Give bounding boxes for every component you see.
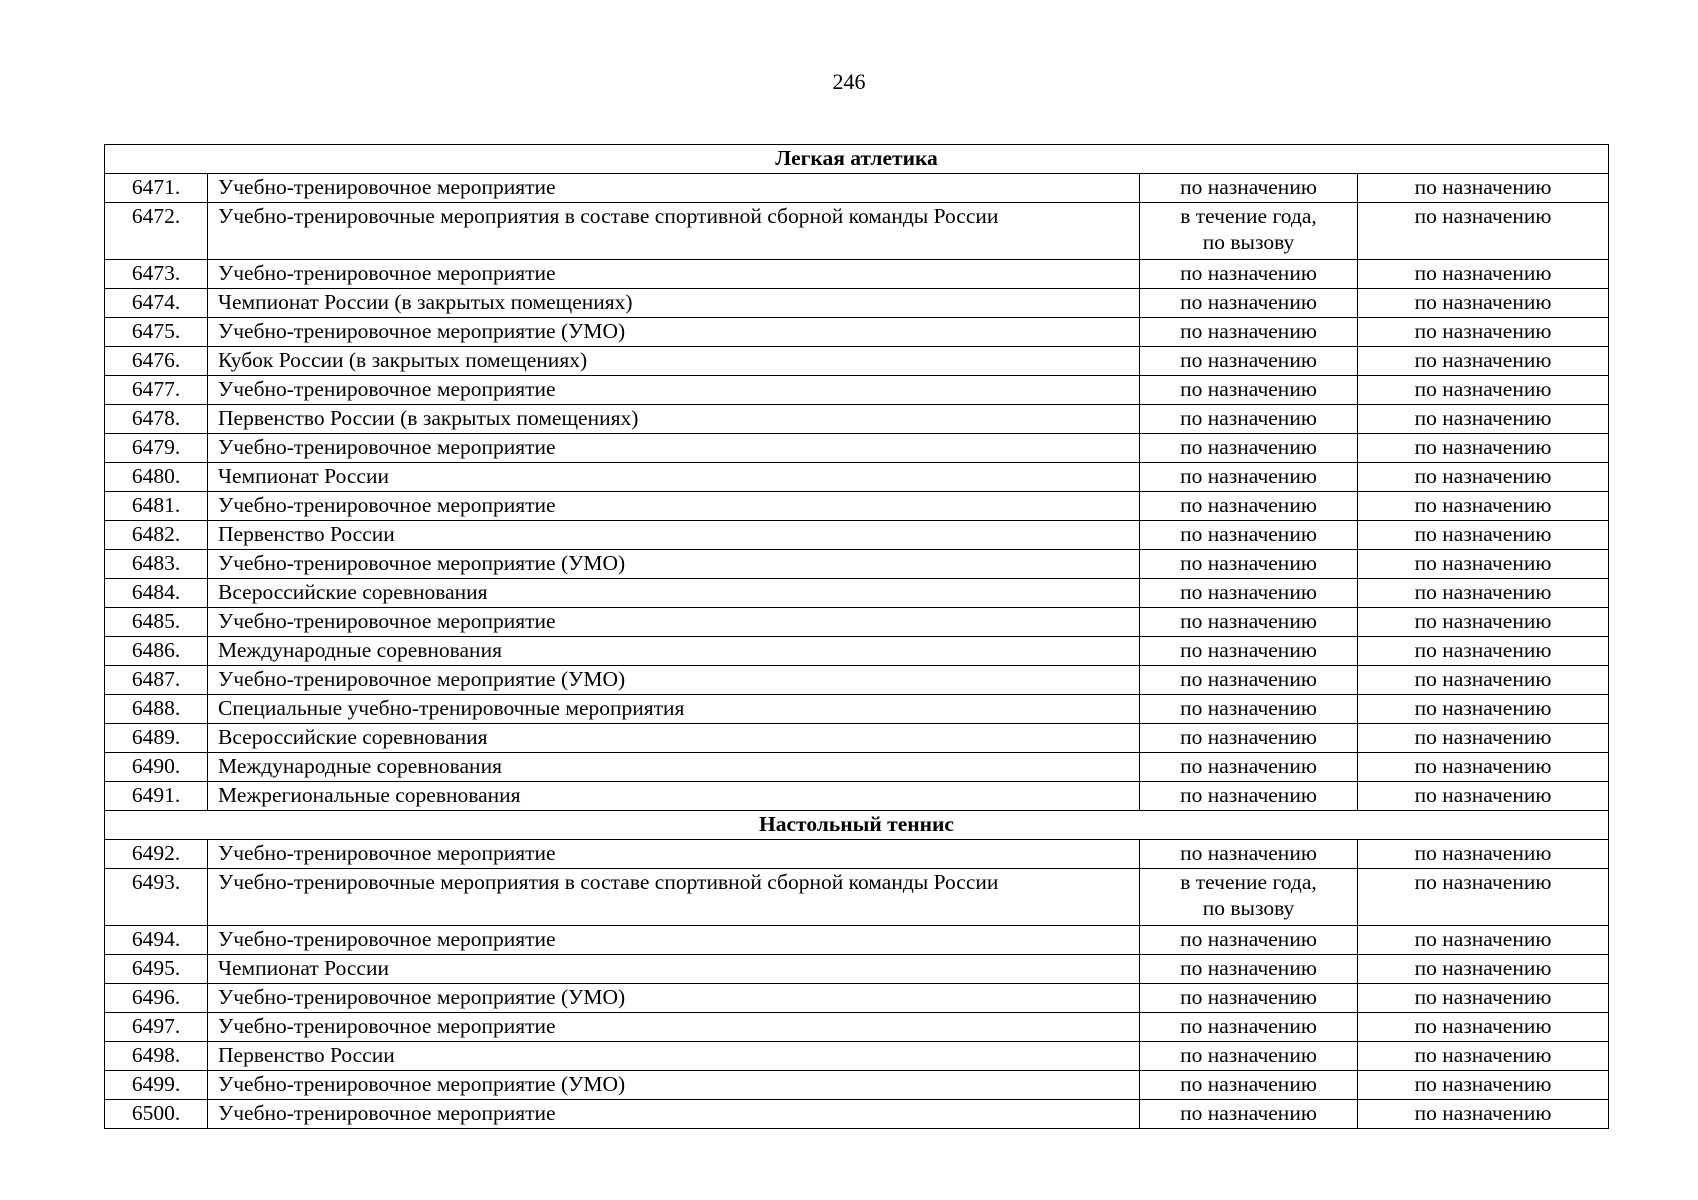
event-name: Всероссийские соревнования [208, 579, 1140, 608]
event-date [1140, 869, 1358, 926]
event-name: Межрегиональные соревнования [208, 782, 1140, 811]
event-place: по назначению [1358, 289, 1609, 318]
event-number: 6485. [105, 608, 208, 637]
event-place: по назначению [1358, 347, 1609, 376]
event-date-line: по назначению [1180, 985, 1317, 1009]
table-row [105, 695, 1609, 724]
event-name: Учебно-тренировочное мероприятие [208, 376, 1140, 405]
event-name: Учебно-тренировочное мероприятие (УМО) [208, 318, 1140, 347]
event-date [1140, 318, 1358, 347]
event-name: Учебно-тренировочное мероприятие [208, 608, 1140, 637]
event-number: 6473. [105, 260, 208, 289]
event-date-line: по назначению [1180, 522, 1317, 546]
event-date-line: по назначению [1180, 696, 1317, 720]
event-date-line: по назначению [1180, 435, 1317, 459]
event-date-line: по назначению [1180, 493, 1317, 517]
event-place: по назначению [1358, 260, 1609, 289]
event-date [1140, 984, 1358, 1013]
event-date-line: по назначению [1180, 754, 1317, 778]
event-number: 6498. [105, 1042, 208, 1071]
event-date [1140, 174, 1358, 203]
event-name: Специальные учебно-тренировочные мероприятия [208, 695, 1140, 724]
event-name: Учебно-тренировочное мероприятие [208, 926, 1140, 955]
event-number: 6500. [105, 1100, 208, 1129]
event-name: Первенство России [208, 1042, 1140, 1071]
event-place: по назначению [1358, 550, 1609, 579]
event-date [1140, 347, 1358, 376]
event-date [1140, 608, 1358, 637]
event-date-line: по назначению [1180, 580, 1317, 604]
event-name: Международные соревнования [208, 753, 1140, 782]
table-row [105, 579, 1609, 608]
table-row [105, 608, 1609, 637]
event-name: Учебно-тренировочное мероприятие (УМО) [208, 550, 1140, 579]
event-place: по назначению [1358, 666, 1609, 695]
event-place: по назначению [1358, 318, 1609, 347]
event-date [1140, 1071, 1358, 1100]
event-place: по назначению [1358, 637, 1609, 666]
event-number: 6476. [105, 347, 208, 376]
event-date-line: в течение года, [1180, 204, 1317, 228]
event-date-line: по назначению [1180, 464, 1317, 488]
event-number: 6487. [105, 666, 208, 695]
event-date-line: по назначению [1180, 348, 1317, 372]
table-row [105, 203, 1609, 260]
event-number: 6481. [105, 492, 208, 521]
event-date-line: по назначению [1180, 1043, 1317, 1067]
section-title: Настольный теннис [105, 811, 1609, 840]
event-name: Чемпионат России [208, 955, 1140, 984]
table-row [105, 434, 1609, 463]
event-date-line: по назначению [1180, 783, 1317, 807]
event-date [1140, 782, 1358, 811]
event-date [1140, 955, 1358, 984]
event-date-line: по назначению [1180, 406, 1317, 430]
event-number: 6480. [105, 463, 208, 492]
event-name: Всероссийские соревнования [208, 724, 1140, 753]
event-number: 6477. [105, 376, 208, 405]
event-place: по назначению [1358, 782, 1609, 811]
event-number: 6491. [105, 782, 208, 811]
event-name: Учебно-тренировочное мероприятие [208, 1013, 1140, 1042]
table-row [105, 955, 1609, 984]
event-date-line: в течение года, [1180, 870, 1317, 894]
event-name: Учебно-тренировочные мероприятия в составе спортивной сборной команды России [208, 869, 1140, 926]
table-row [105, 840, 1609, 869]
event-place: по назначению [1358, 1013, 1609, 1042]
event-number: 6471. [105, 174, 208, 203]
event-date-line: по назначению [1180, 377, 1317, 401]
event-number: 6494. [105, 926, 208, 955]
event-place: по назначению [1358, 724, 1609, 753]
event-place: по назначению [1358, 1071, 1609, 1100]
event-place: по назначению [1358, 608, 1609, 637]
event-place: по назначению [1358, 869, 1609, 926]
event-date-line: по назначению [1180, 725, 1317, 749]
table-row [105, 260, 1609, 289]
table-row [105, 1042, 1609, 1071]
event-date [1140, 463, 1358, 492]
event-place: по назначению [1358, 753, 1609, 782]
event-name: Учебно-тренировочное мероприятие (УМО) [208, 666, 1140, 695]
event-number: 6479. [105, 434, 208, 463]
event-date-line: по назначению [1180, 261, 1317, 285]
events-table-body [105, 145, 1609, 1129]
event-number: 6496. [105, 984, 208, 1013]
event-place: по назначению [1358, 1100, 1609, 1129]
event-number: 6488. [105, 695, 208, 724]
table-row [105, 405, 1609, 434]
event-number: 6478. [105, 405, 208, 434]
event-name: Учебно-тренировочное мероприятие [208, 1100, 1140, 1129]
event-number: 6493. [105, 869, 208, 926]
event-date [1140, 753, 1358, 782]
table-row [105, 521, 1609, 550]
event-date-line: по назначению [1180, 1072, 1317, 1096]
table-row [105, 492, 1609, 521]
table-row [105, 463, 1609, 492]
event-place: по назначению [1358, 463, 1609, 492]
event-name: Учебно-тренировочное мероприятие [208, 840, 1140, 869]
table-row [105, 637, 1609, 666]
event-place: по назначению [1358, 1042, 1609, 1071]
event-number: 6489. [105, 724, 208, 753]
event-date [1140, 492, 1358, 521]
event-date [1140, 1100, 1358, 1129]
table-row [105, 1071, 1609, 1100]
event-place: по назначению [1358, 521, 1609, 550]
event-number: 6484. [105, 579, 208, 608]
table-row [105, 782, 1609, 811]
table-row [105, 347, 1609, 376]
event-number: 6492. [105, 840, 208, 869]
event-name: Кубок России (в закрытых помещениях) [208, 347, 1140, 376]
event-date-line: по назначению [1180, 956, 1317, 980]
table-row [105, 926, 1609, 955]
event-date [1140, 579, 1358, 608]
event-date-line: по назначению [1180, 667, 1317, 691]
event-date [1140, 1013, 1358, 1042]
event-date [1140, 376, 1358, 405]
event-date [1140, 434, 1358, 463]
table-row [105, 724, 1609, 753]
event-number: 6482. [105, 521, 208, 550]
event-date [1140, 405, 1358, 434]
event-date-line: по назначению [1180, 841, 1317, 865]
event-number: 6499. [105, 1071, 208, 1100]
event-name: Международные соревнования [208, 637, 1140, 666]
event-name: Учебно-тренировочные мероприятия в составе спортивной сборной команды России [208, 203, 1140, 260]
event-number: 6497. [105, 1013, 208, 1042]
event-name: Учебно-тренировочное мероприятие (УМО) [208, 984, 1140, 1013]
table-row [105, 1100, 1609, 1129]
table-row [105, 550, 1609, 579]
event-number: 6495. [105, 955, 208, 984]
event-number: 6486. [105, 637, 208, 666]
event-name: Учебно-тренировочное мероприятие [208, 434, 1140, 463]
table-row [105, 666, 1609, 695]
event-number: 6472. [105, 203, 208, 260]
table-row [105, 869, 1609, 926]
event-date-line: по назначению [1180, 551, 1317, 575]
event-date [1140, 926, 1358, 955]
table-row [105, 289, 1609, 318]
event-date [1140, 724, 1358, 753]
event-name: Чемпионат России [208, 463, 1140, 492]
event-date-line: по назначению [1180, 175, 1317, 199]
event-place: по назначению [1358, 376, 1609, 405]
event-place: по назначению [1358, 405, 1609, 434]
event-date [1140, 637, 1358, 666]
page-number: 246 [832, 69, 866, 94]
section-header-row [105, 145, 1609, 174]
event-place: по назначению [1358, 840, 1609, 869]
event-name: Чемпионат России (в закрытых помещениях) [208, 289, 1140, 318]
event-name: Учебно-тренировочное мероприятие [208, 260, 1140, 289]
event-place: по назначению [1358, 492, 1609, 521]
events-table [104, 144, 1609, 1129]
event-date-line: по вызову [1202, 230, 1295, 254]
event-date-line: по вызову [1202, 896, 1295, 920]
event-date-line: по назначению [1180, 638, 1317, 662]
table-row [105, 376, 1609, 405]
table-row [105, 753, 1609, 782]
event-number: 6475. [105, 318, 208, 347]
event-name: Первенство России [208, 521, 1140, 550]
section-header-row [105, 811, 1609, 840]
event-date [1140, 550, 1358, 579]
event-date-line: по назначению [1180, 1101, 1317, 1125]
event-date [1140, 203, 1358, 260]
event-date-line: по назначению [1180, 290, 1317, 314]
event-place: по назначению [1358, 955, 1609, 984]
event-date [1140, 666, 1358, 695]
table-row [105, 318, 1609, 347]
table-row [105, 1013, 1609, 1042]
event-name: Первенство России (в закрытых помещениях) [208, 405, 1140, 434]
event-place: по назначению [1358, 695, 1609, 724]
table-row [105, 984, 1609, 1013]
event-place: по назначению [1358, 434, 1609, 463]
event-date-line: по назначению [1180, 319, 1317, 343]
event-number: 6483. [105, 550, 208, 579]
event-name: Учебно-тренировочное мероприятие (УМО) [208, 1071, 1140, 1100]
event-date [1140, 695, 1358, 724]
event-date-line: по назначению [1180, 927, 1317, 951]
event-name: Учебно-тренировочное мероприятие [208, 492, 1140, 521]
event-date-line: по назначению [1180, 609, 1317, 633]
event-date-line: по назначению [1180, 1014, 1317, 1038]
event-number: 6490. [105, 753, 208, 782]
event-place: по назначению [1358, 984, 1609, 1013]
event-date [1140, 260, 1358, 289]
event-place: по назначению [1358, 203, 1609, 260]
event-date [1140, 521, 1358, 550]
event-name: Учебно-тренировочное мероприятие [208, 174, 1140, 203]
event-date [1140, 1042, 1358, 1071]
event-number: 6474. [105, 289, 208, 318]
event-place: по назначению [1358, 926, 1609, 955]
event-date [1140, 840, 1358, 869]
event-place: по назначению [1358, 579, 1609, 608]
section-title: Легкая атлетика [105, 145, 1609, 174]
event-date [1140, 289, 1358, 318]
table-row [105, 174, 1609, 203]
event-place: по назначению [1358, 174, 1609, 203]
